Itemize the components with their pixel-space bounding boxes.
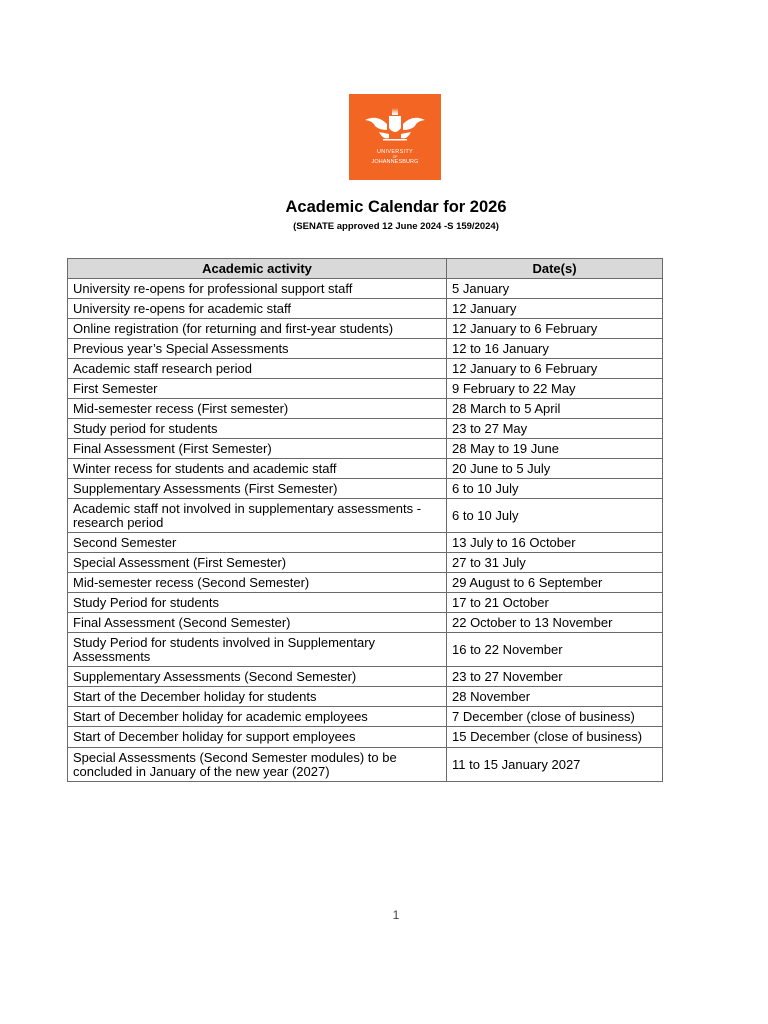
date-cell: 9 February to 22 May: [447, 379, 663, 399]
activity-cell: Final Assessment (Second Semester): [68, 613, 447, 633]
table-row: [68, 419, 663, 439]
table-row: [68, 499, 663, 533]
date-cell: 5 January: [447, 279, 663, 299]
date-cell: 7 December (close of business): [447, 707, 663, 727]
date-cell: 6 to 10 July: [447, 499, 663, 533]
activity-cell: Academic staff research period: [68, 359, 447, 379]
table-row: [68, 439, 663, 459]
table-row: [68, 339, 663, 359]
date-cell: 28 March to 5 April: [447, 399, 663, 419]
academic-calendar-table: [67, 258, 663, 782]
table-row: [68, 279, 663, 299]
date-cell: 28 May to 19 June: [447, 439, 663, 459]
activity-cell: University re-opens for professional support staff: [68, 279, 447, 299]
activity-cell: Academic staff not involved in supplementary assessments - research period: [68, 499, 447, 533]
date-cell: 23 to 27 November: [447, 667, 663, 687]
date-cell: 20 June to 5 July: [447, 459, 663, 479]
logo-text-university: UNIVERSITY: [376, 149, 413, 155]
column-header-dates: Date(s): [447, 259, 663, 279]
activity-cell: Special Assessments (Second Semester modules) to be concluded in January of the new year (2027): [68, 748, 447, 782]
logo-text-of: OF: [392, 155, 398, 159]
activity-cell: Start of December holiday for support employees: [68, 727, 447, 748]
table-row: [68, 687, 663, 707]
date-cell: 15 December (close of business): [447, 727, 663, 748]
table-row: [68, 533, 663, 553]
page-title: Academic Calendar for 2026: [285, 198, 507, 216]
column-header-activity: Academic activity: [68, 259, 447, 279]
table-row: [68, 459, 663, 479]
table-header-row: [68, 259, 663, 279]
logo-text-johannesburg: JOHANNESBURG: [371, 159, 419, 165]
activity-cell: Study period for students: [68, 419, 447, 439]
activity-cell: Final Assessment (First Semester): [68, 439, 447, 459]
table-row: [68, 479, 663, 499]
university-logo: [349, 94, 441, 180]
date-cell: 22 October to 13 November: [447, 613, 663, 633]
table-row: [68, 633, 663, 667]
activity-cell: Start of December holiday for academic employees: [68, 707, 447, 727]
page-number: 1: [392, 908, 400, 922]
activity-cell: Previous year’s Special Assessments: [68, 339, 447, 359]
table-row: [68, 399, 663, 419]
date-cell: 12 January to 6 February: [447, 319, 663, 339]
table-row: [68, 359, 663, 379]
date-cell: 12 January to 6 February: [447, 359, 663, 379]
activity-cell: Study Period for students involved in Supplementary Assessments: [68, 633, 447, 667]
crest-icon: [349, 94, 441, 180]
table-row: [68, 727, 663, 748]
table-row: [68, 299, 663, 319]
activity-cell: Online registration (for returning and first-year students): [68, 319, 447, 339]
table-row: [68, 319, 663, 339]
table-row: [68, 553, 663, 573]
activity-cell: University re-opens for academic staff: [68, 299, 447, 319]
activity-cell: Start of the December holiday for students: [68, 687, 447, 707]
date-cell: 16 to 22 November: [447, 633, 663, 667]
date-cell: 11 to 15 January 2027: [447, 748, 663, 782]
table-row: [68, 707, 663, 727]
date-cell: 17 to 21 October: [447, 593, 663, 613]
activity-cell: Winter recess for students and academic staff: [68, 459, 447, 479]
activity-cell: First Semester: [68, 379, 447, 399]
table-row: [68, 379, 663, 399]
activity-cell: Second Semester: [68, 533, 447, 553]
date-cell: 6 to 10 July: [447, 479, 663, 499]
date-cell: 23 to 27 May: [447, 419, 663, 439]
table-row: [68, 613, 663, 633]
date-cell: 12 to 16 January: [447, 339, 663, 359]
activity-cell: Special Assessment (First Semester): [68, 553, 447, 573]
table-row: [68, 748, 663, 782]
table-row: [68, 593, 663, 613]
date-cell: 13 July to 16 October: [447, 533, 663, 553]
date-cell: 29 August to 6 September: [447, 573, 663, 593]
activity-cell: Supplementary Assessments (Second Semester): [68, 667, 447, 687]
date-cell: 28 November: [447, 687, 663, 707]
table-row: [68, 573, 663, 593]
table-row: [68, 667, 663, 687]
activity-cell: Supplementary Assessments (First Semester): [68, 479, 447, 499]
activity-cell: Mid-semester recess (Second Semester): [68, 573, 447, 593]
activity-cell: Study Period for students: [68, 593, 447, 613]
date-cell: 27 to 31 July: [447, 553, 663, 573]
activity-cell: Mid-semester recess (First semester): [68, 399, 447, 419]
date-cell: 12 January: [447, 299, 663, 319]
page-subtitle: (SENATE approved 12 June 2024 -S 159/2024): [293, 221, 499, 232]
